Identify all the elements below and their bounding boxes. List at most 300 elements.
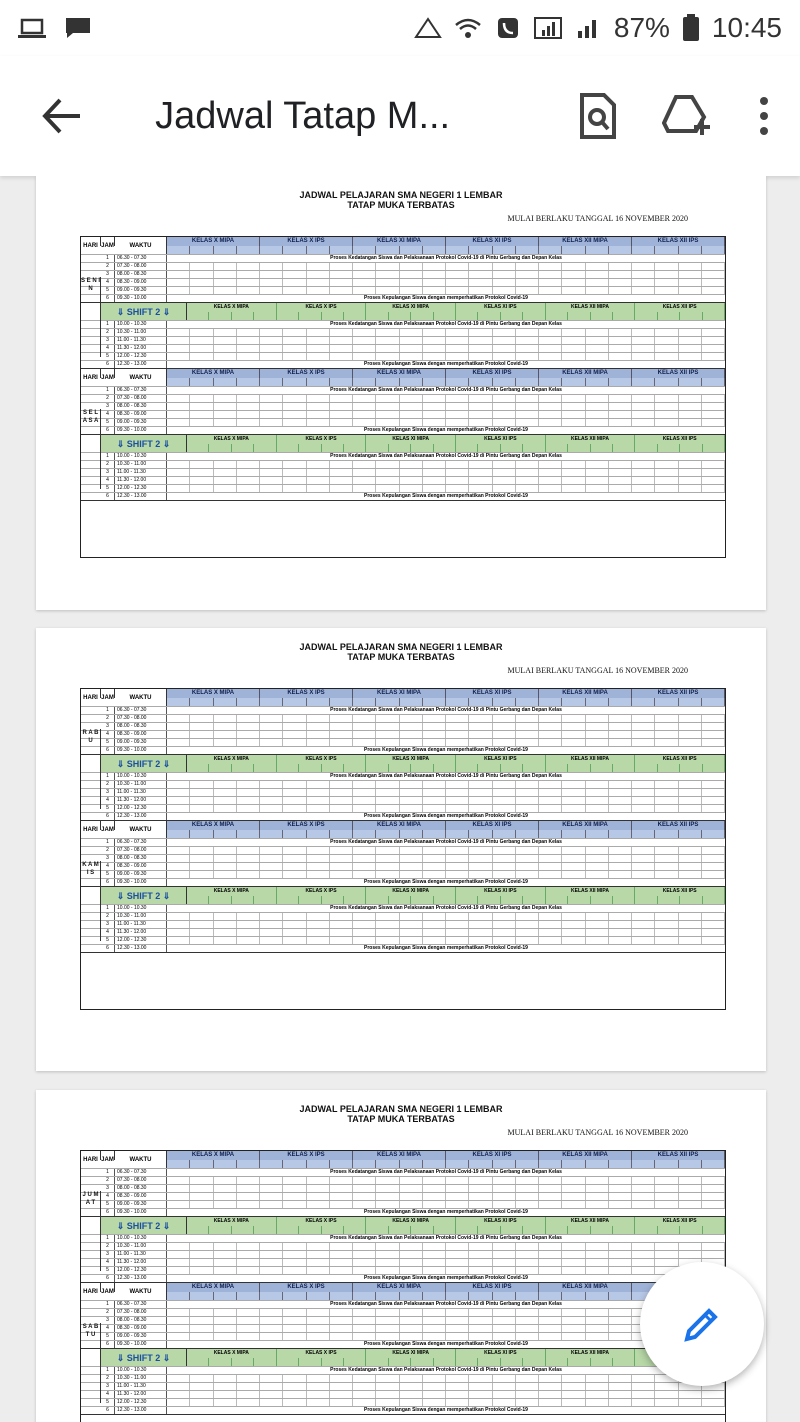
- shift-subheader-cell: [232, 896, 254, 904]
- schedule-cell: [283, 329, 306, 336]
- subheader-cell: [190, 1160, 213, 1168]
- schedule-cell: [330, 715, 353, 722]
- schedule-cell: [423, 1185, 446, 1192]
- schedule-cell: [190, 855, 213, 862]
- schedule-cell: [400, 1193, 423, 1200]
- schedule-cell: [539, 913, 562, 920]
- schedule-cell: [469, 937, 492, 944]
- schedule-cell: [562, 723, 585, 730]
- shift-subheader-cell: [635, 312, 657, 320]
- row-cells: [167, 271, 725, 278]
- row-cells: [167, 485, 725, 492]
- row-jam: 5: [101, 1399, 115, 1406]
- schedule-cell: [632, 1375, 655, 1382]
- add-to-drive-button[interactable]: [652, 80, 723, 152]
- schedule-cell: [446, 805, 469, 812]
- schedule-cell: [446, 287, 469, 294]
- schedule-cell: [283, 345, 306, 352]
- arrival-note: Proses Kedatangan Siswa dan Pelaksanaan Protokol Covid-19 di Pintu Gerbang dan Depan Kelas: [330, 707, 562, 713]
- schedule-cell: [539, 871, 562, 878]
- schedule-cell: [423, 271, 446, 278]
- more-options-button[interactable]: [729, 80, 800, 152]
- schedule-cell: [376, 805, 399, 812]
- schedule-cell: [469, 1185, 492, 1192]
- schedule-cell: [283, 1185, 306, 1192]
- pdf-page: [36, 1090, 766, 1422]
- schedule-cell: [330, 913, 353, 920]
- schedule-cell: [423, 921, 446, 928]
- schedule-cell: [493, 797, 516, 804]
- shift-subheader-cell: [389, 312, 411, 320]
- schedule-cell: [516, 263, 539, 270]
- header-hari: HARI: [81, 237, 101, 246]
- shift-2-label: ⇓ SHIFT 2 ⇓: [101, 1217, 187, 1234]
- schedule-cell: [493, 739, 516, 746]
- schedule-cell: [376, 1177, 399, 1184]
- schedule-cell: [539, 1325, 562, 1332]
- schedule-cell: [260, 1383, 283, 1390]
- schedule-cell: [679, 797, 702, 804]
- schedule-cell: [609, 477, 632, 484]
- schedule-cell: [632, 411, 655, 418]
- shift-2-header: [81, 1216, 725, 1234]
- schedule-cell: [469, 1333, 492, 1340]
- schedule-cell: [237, 1193, 260, 1200]
- leave-note: Proses Kepulangan Siswa dengan memperhatikan Protokol Covid-19: [364, 1407, 528, 1413]
- schedule-cell: [609, 461, 632, 468]
- row-time: 10.00 - 10.30: [115, 905, 167, 912]
- row-jam: 4: [101, 1391, 115, 1398]
- schedule-cell: [400, 461, 423, 468]
- shift-subheader-cell: [389, 444, 411, 452]
- schedule-cell: [423, 1309, 446, 1316]
- table-row: [81, 1366, 725, 1374]
- row-cells: [167, 1185, 725, 1192]
- table-header: [81, 369, 725, 381]
- schedule-cell: [307, 477, 330, 484]
- schedule-cell: [702, 929, 725, 936]
- schedule-cell: [400, 921, 423, 928]
- subheader-cell: [632, 1160, 655, 1168]
- schedule-cell: [562, 477, 585, 484]
- row-time: 10.30 - 11.00: [115, 781, 167, 788]
- row-time: 10.30 - 11.00: [115, 461, 167, 468]
- schedule-cell: [609, 1309, 632, 1316]
- schedule-cell: [214, 797, 237, 804]
- row-jam: 2: [101, 1177, 115, 1184]
- schedule-cell: [632, 863, 655, 870]
- schedule-cell: [353, 1177, 376, 1184]
- shift-subheader-cell: [568, 896, 590, 904]
- schedule-cell: [353, 739, 376, 746]
- schedule-cell: [400, 1177, 423, 1184]
- schedule-cell: [307, 1399, 330, 1406]
- schedule-cell: [702, 461, 725, 468]
- row-time: 09.00 - 09.30: [115, 287, 167, 294]
- shift-subheader-cell: [389, 1226, 411, 1234]
- schedule-cell: [190, 469, 213, 476]
- schedule-cell: [539, 263, 562, 270]
- schedule-cell: [446, 1185, 469, 1192]
- shift-groups: [187, 1349, 725, 1358]
- schedule-cell: [376, 855, 399, 862]
- schedule-cell: [516, 797, 539, 804]
- schedule-cell: [376, 789, 399, 796]
- schedule-cell: [190, 1309, 213, 1316]
- schedule-cell: [469, 871, 492, 878]
- table-row: [81, 386, 725, 394]
- row-jam: 2: [101, 263, 115, 270]
- row-jam: 1: [101, 1301, 115, 1308]
- schedule-cell: [376, 1267, 399, 1274]
- subheader-cell: [167, 378, 190, 386]
- schedule-cell: [493, 781, 516, 788]
- schedule-cell: [632, 1193, 655, 1200]
- schedule-cell: [167, 789, 190, 796]
- schedule-cell: [237, 353, 260, 360]
- schedule-cell: [214, 913, 237, 920]
- shift-2-label: ⇓ SHIFT 2 ⇓: [101, 303, 187, 320]
- shift-group-header: KELAS XI MIPA: [366, 303, 456, 312]
- shift-group-header: KELAS X IPS: [277, 303, 367, 312]
- table-row: [81, 796, 725, 804]
- row-cells: [167, 279, 725, 286]
- schedule-cell: [632, 1399, 655, 1406]
- schedule-cell: [283, 287, 306, 294]
- leave-note: Proses Kepulangan Siswa dengan memperhatikan Protokol Covid-19: [364, 361, 528, 367]
- schedule-cell: [516, 1177, 539, 1184]
- schedule-cell: [167, 1193, 190, 1200]
- shift-subheader-cell: [187, 312, 209, 320]
- schedule-cell: [167, 1177, 190, 1184]
- schedule-cell: [586, 855, 609, 862]
- schedule-cell: [353, 871, 376, 878]
- schedule-cell: [260, 929, 283, 936]
- shift-subheader-cell: [613, 1358, 635, 1366]
- schedule-cell: [679, 287, 702, 294]
- schedule-cell: [679, 263, 702, 270]
- schedule-cell: [330, 485, 353, 492]
- header-jam: JAM: [101, 369, 115, 378]
- schedule-cell: [562, 797, 585, 804]
- pdf-page: [36, 628, 766, 1071]
- schedule-cell: [586, 739, 609, 746]
- schedule-cell: [516, 1399, 539, 1406]
- schedule-cell: [167, 863, 190, 870]
- find-in-document-button[interactable]: [563, 80, 634, 152]
- subheader-cell: [702, 830, 725, 838]
- shift-groups: [187, 887, 725, 896]
- schedule-cell: [190, 287, 213, 294]
- subheader-cell: [493, 378, 516, 386]
- schedule-cell: [400, 871, 423, 878]
- schedule-cell: [260, 863, 283, 870]
- document-viewer[interactable]: [0, 176, 800, 1422]
- schedule-cell: [632, 1185, 655, 1192]
- schedule-cell: [214, 263, 237, 270]
- shift-subheader-cell: [568, 764, 590, 772]
- schedule-cell: [330, 797, 353, 804]
- schedule-cell: [167, 929, 190, 936]
- schedule-cell: [190, 731, 213, 738]
- row-jam: 5: [101, 485, 115, 492]
- schedule-cell: [679, 403, 702, 410]
- shift-subheader-cell: [434, 764, 456, 772]
- row-jam: 5: [101, 1201, 115, 1208]
- shift-subheader-cell: [456, 1226, 478, 1234]
- schedule-cell: [353, 797, 376, 804]
- schedule-cell: [260, 781, 283, 788]
- schedule-cell: [376, 353, 399, 360]
- schedule-cell: [493, 723, 516, 730]
- subheader-cell: [632, 246, 655, 254]
- shift-subheader-cell: [568, 1226, 590, 1234]
- schedule-cell: [469, 1383, 492, 1390]
- schedule-cell: [400, 271, 423, 278]
- subheader-cell: [493, 1160, 516, 1168]
- schedule-cell: [655, 1383, 678, 1390]
- schedule-cell: [446, 395, 469, 402]
- row-jam: 5: [101, 937, 115, 944]
- schedule-cell: [586, 279, 609, 286]
- subheader-cell: [167, 1160, 190, 1168]
- row-jam: 5: [101, 1267, 115, 1274]
- table-row: [81, 402, 725, 410]
- shift-group-header: KELAS XI IPS: [456, 435, 546, 444]
- schedule-cell: [307, 403, 330, 410]
- schedule-cell: [260, 1201, 283, 1208]
- schedule-cell: [400, 1399, 423, 1406]
- subheader-cell: [353, 378, 376, 386]
- schedule-cell: [493, 1267, 516, 1274]
- row-jam: 6: [101, 879, 115, 886]
- back-button[interactable]: [26, 80, 97, 152]
- schedule-cell: [562, 287, 585, 294]
- schedule-cell: [702, 1399, 725, 1406]
- row-jam: 2: [101, 715, 115, 722]
- schedule-cell: [353, 1267, 376, 1274]
- effective-date: MULAI BERLAKU TANGGAL 16 NOVEMBER 2020: [507, 1128, 688, 1137]
- shift-subheader-cell: [501, 1358, 523, 1366]
- schedule-cell: [586, 797, 609, 804]
- schedule-cell: [446, 345, 469, 352]
- schedule-cell: [330, 337, 353, 344]
- table-row: [81, 854, 725, 862]
- schedule-cell: [609, 789, 632, 796]
- schedule-cell: [609, 419, 632, 426]
- shift-group-header: KELAS XII IPS: [635, 303, 725, 312]
- schedule-cell: [516, 329, 539, 336]
- row-jam: 1: [101, 321, 115, 328]
- schedule-cell: [516, 921, 539, 928]
- schedule-cell: [376, 1325, 399, 1332]
- schedule-cell: [167, 797, 190, 804]
- schedule-cell: [167, 1391, 190, 1398]
- schedule-cell: [307, 871, 330, 878]
- schedule-cell: [632, 871, 655, 878]
- schedule-cell: [237, 1325, 260, 1332]
- schedule-cell: [562, 469, 585, 476]
- schedule-cell: [609, 337, 632, 344]
- row-time: 09.30 - 10.00: [115, 427, 167, 434]
- schedule-cell: [679, 1185, 702, 1192]
- table-row: [81, 706, 725, 714]
- schedule-cell: [237, 287, 260, 294]
- schedule-cell: [516, 937, 539, 944]
- shift-subheader-cell: [478, 1226, 500, 1234]
- shift-subheader-cell: [658, 312, 680, 320]
- schedule-cell: [214, 723, 237, 730]
- schedule-cell: [400, 345, 423, 352]
- schedule-cell: [562, 1399, 585, 1406]
- schedule-cell: [260, 1267, 283, 1274]
- schedule-cell: [400, 1333, 423, 1340]
- schedule-cell: [190, 337, 213, 344]
- header-jam: JAM: [101, 1283, 115, 1292]
- schedule-cell: [283, 469, 306, 476]
- row-time: 09.30 - 10.00: [115, 1209, 167, 1216]
- row-jam: 1: [101, 1169, 115, 1176]
- schedule-cell: [423, 805, 446, 812]
- schedule-cell: [237, 723, 260, 730]
- schedule-cell: [516, 395, 539, 402]
- shift-subheader-cell: [591, 312, 613, 320]
- schedule-cell: [586, 929, 609, 936]
- schedule-cell: [260, 715, 283, 722]
- schedule-cell: [632, 461, 655, 468]
- shift-subheader-cell: [523, 1226, 545, 1234]
- schedule-cell: [609, 871, 632, 878]
- arrival-note: Proses Kedatangan Siswa dan Pelaksanaan Protokol Covid-19 di Pintu Gerbang dan Depan Kelas: [330, 773, 562, 779]
- row-time: 10.30 - 11.00: [115, 913, 167, 920]
- schedule-cell: [167, 739, 190, 746]
- schedule-cell: [586, 731, 609, 738]
- schedule-cell: [400, 1383, 423, 1390]
- data-saver-icon: [414, 17, 442, 39]
- schedule-cell: [283, 1201, 306, 1208]
- row-jam: 6: [101, 1275, 115, 1282]
- row-cells: [167, 353, 725, 360]
- schedule-cell: [539, 1243, 562, 1250]
- shift-2-label: ⇓ SHIFT 2 ⇓: [101, 435, 187, 452]
- edit-fab-button[interactable]: [640, 1262, 764, 1386]
- schedule-cell: [283, 337, 306, 344]
- schedule-cell: [423, 411, 446, 418]
- table-row: [81, 1324, 725, 1332]
- call-icon: [494, 17, 522, 39]
- table-row: [81, 452, 725, 460]
- row-time: 11.00 - 11.30: [115, 789, 167, 796]
- subheader-cell: [400, 1292, 423, 1300]
- row-cells: [167, 1193, 725, 1200]
- table-row: [81, 1308, 725, 1316]
- schedule-cell: [214, 1383, 237, 1390]
- schedule-cell: [493, 1185, 516, 1192]
- schedule-cell: [214, 1251, 237, 1258]
- schedule-cell: [376, 871, 399, 878]
- schedule-cell: [446, 1375, 469, 1382]
- schedule-cell: [260, 469, 283, 476]
- arrow-left-icon: [42, 98, 82, 134]
- row-cells: [167, 921, 725, 928]
- schedule-cell: [237, 805, 260, 812]
- schedule-cell: [469, 715, 492, 722]
- shift-subheader-cell: [568, 1358, 590, 1366]
- schedule-cell: [679, 781, 702, 788]
- schedule-cell: [237, 1333, 260, 1340]
- schedule-cell: [167, 263, 190, 270]
- schedule-cell: [260, 847, 283, 854]
- subheader-columns: [167, 378, 725, 386]
- table-row: [81, 920, 725, 928]
- row-cells: [167, 805, 725, 812]
- schedule-cell: [655, 805, 678, 812]
- schedule-cell: [679, 921, 702, 928]
- app-bar: [0, 56, 800, 176]
- schedule-cell: [330, 279, 353, 286]
- row-jam: 1: [101, 707, 115, 714]
- subheader-cell: [516, 378, 539, 386]
- shift-subheader-cell: [568, 444, 590, 452]
- row-jam: 4: [101, 929, 115, 936]
- row-cells: [167, 1259, 725, 1266]
- wifi-icon: [454, 17, 482, 39]
- subheader-cell: [400, 378, 423, 386]
- schedule-cell: [190, 1375, 213, 1382]
- signal-icon: [534, 17, 562, 39]
- schedule-cell: [237, 1267, 260, 1274]
- schedule-cell: [562, 411, 585, 418]
- schedule-cell: [446, 739, 469, 746]
- row-cells: [167, 1375, 725, 1382]
- table-row: [81, 1332, 725, 1340]
- schedule-cell: [353, 1383, 376, 1390]
- arrival-note: Proses Kedatangan Siswa dan Pelaksanaan Protokol Covid-19 di Pintu Gerbang dan Depan Kelas: [330, 1301, 562, 1307]
- schedule-cell: [307, 485, 330, 492]
- schedule-cell: [679, 789, 702, 796]
- schedule-cell: [586, 921, 609, 928]
- table-row: [81, 1300, 725, 1308]
- subheader-cell: [260, 1292, 283, 1300]
- schedule-cell: [446, 1309, 469, 1316]
- subheader-cell: [539, 378, 562, 386]
- schedule-cell: [330, 805, 353, 812]
- row-jam: 1: [101, 773, 115, 780]
- schedule-cell: [330, 469, 353, 476]
- schedule-cell: [260, 797, 283, 804]
- subheader-cell: [283, 698, 306, 706]
- schedule-cell: [586, 937, 609, 944]
- schedule-cell: [655, 263, 678, 270]
- shift-subheader-cell: [434, 1226, 456, 1234]
- schedule-cell: [423, 847, 446, 854]
- schedule-cell: [702, 781, 725, 788]
- schedule-cell: [493, 1193, 516, 1200]
- subheader-columns: [167, 1160, 725, 1168]
- schedule-rows: [81, 452, 725, 500]
- schedule-cell: [702, 395, 725, 402]
- shift-subheader-cell: [501, 312, 523, 320]
- header-fixed: [81, 1283, 167, 1295]
- schedule-cell: [353, 1251, 376, 1258]
- schedule-cell: [167, 1399, 190, 1406]
- shift-subheader-cell: [254, 444, 276, 452]
- schedule-cell: [469, 781, 492, 788]
- schedule-cell: [469, 485, 492, 492]
- schedule-cell: [307, 1193, 330, 1200]
- table-row: [81, 320, 725, 328]
- shift-subheader-cell: [635, 1226, 657, 1234]
